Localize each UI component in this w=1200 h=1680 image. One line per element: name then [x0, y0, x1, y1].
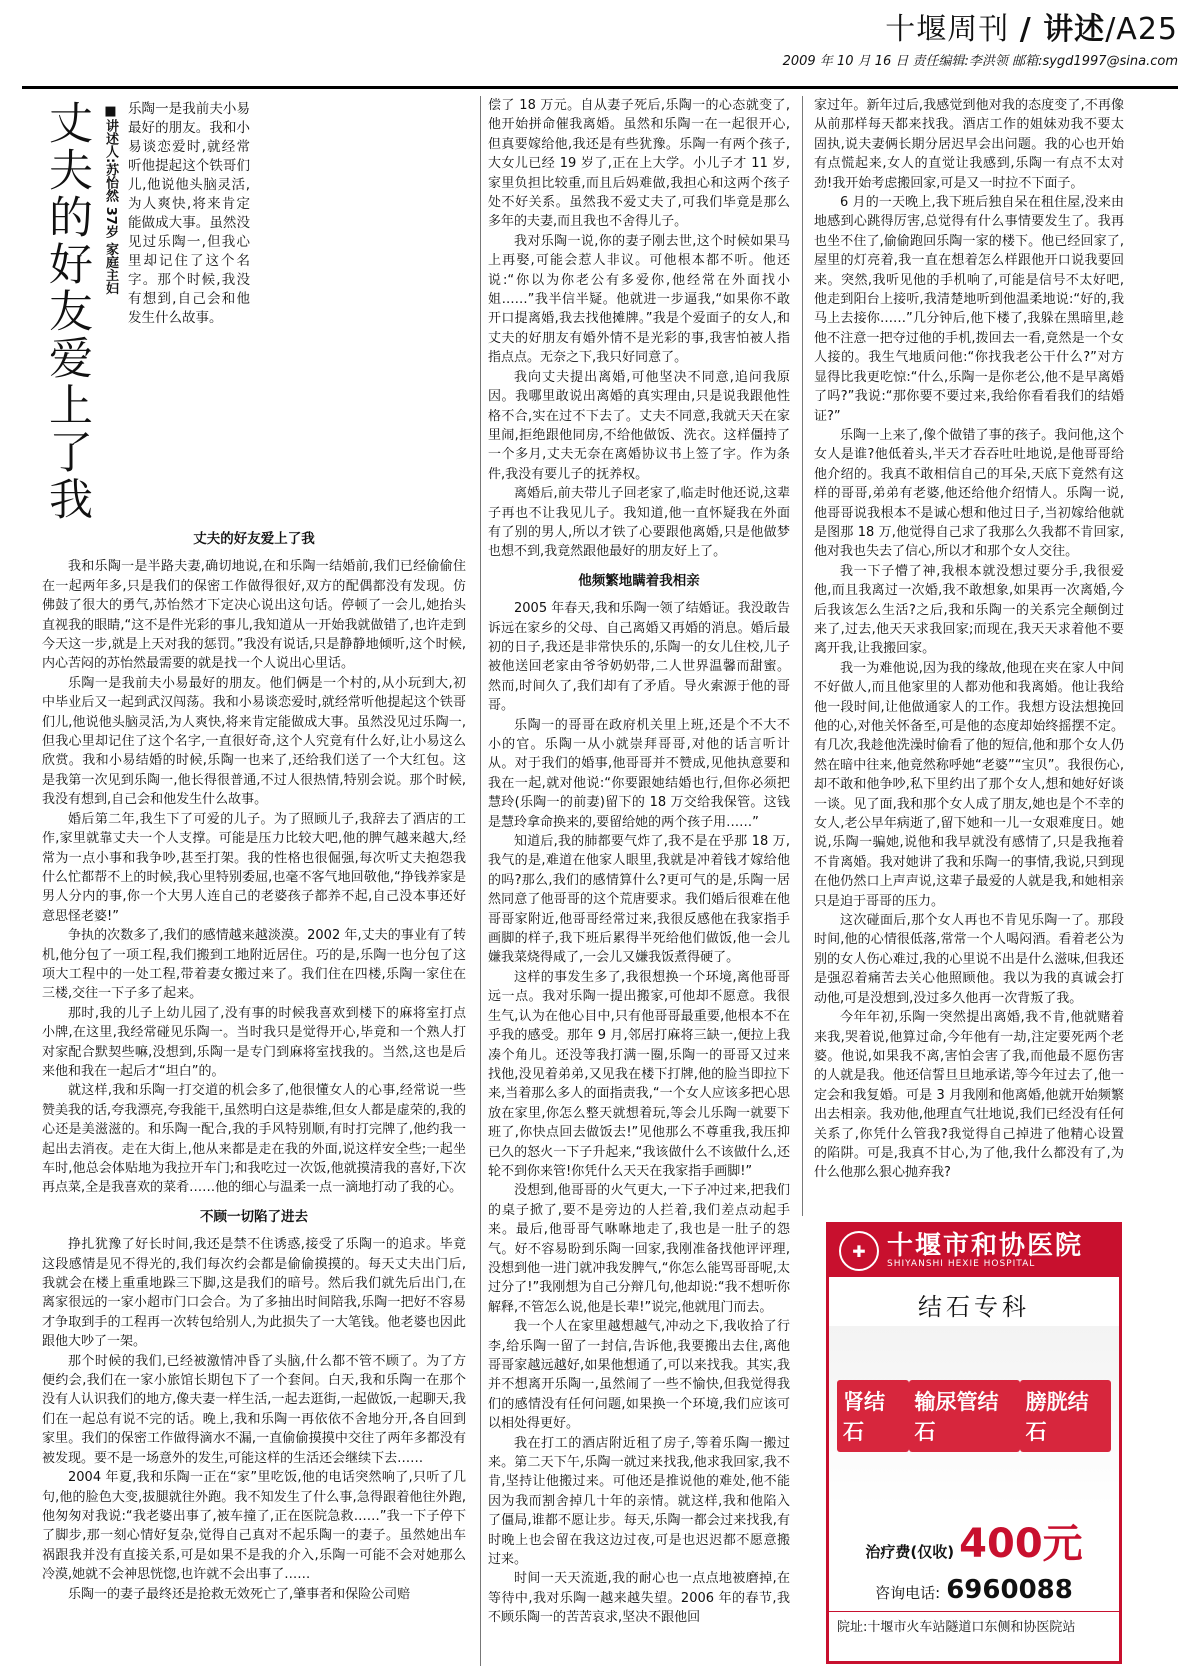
ad-address: 院址:十堰市火车站隧道口东侧和协医院站 — [829, 1611, 1119, 1639]
paper-name: 十堰周刊 — [885, 12, 1010, 47]
paragraph: 我向丈夫提出离婚,可他坚决不同意,追问我原因。我哪里敢说出离婚的真实理由,只是说我跟他性格不合,实在过不下去了。丈夫不同意,我就天天在家里闹,拒绝跟他同房,不给他做饭、洗衣。这样僵持了一个多月,丈夫无奈在离婚协议书上签了字。作为条件,我没有要儿子的抚养权。 — [488, 369, 790, 482]
paragraph: 知道后,我的肺都要气炸了,我不是在乎那 18 万,我气的是,难道在他家人眼里,我就是冲着钱才嫁给他的吗?那么,我们的感情算什么?更可气的是,乐陶一居然同意了他哥哥的这个荒唐要求。我们婚后很难在他哥哥家附近,他哥哥经常过来,我很反感他在我家指手画脚的样子,我下班后累得半死给他们做饭,他一会儿嫌我菜烧得咸了,一会儿又嫌我饭煮得硬了。 — [488, 834, 790, 966]
paragraph: 乐陶一上来了,像个做错了事的孩子。我问他,这个女人是谁?他低着头,半天才吞吞吐吐地说,是他哥哥给他介绍的。我真不敢相信自己的耳朵,天底下竟然有这样的哥哥,弟弟有老婆,他还给他介绍情人。乐陶一说,他哥哥说我根本不是诚心想和他过日子,当初嫁给他就是图那 18 万,他觉得自己求了我那么久我都不肯回家,他对我也失去了信心,所以才和那个女人交往。 — [814, 427, 1124, 560]
paragraph: 家过年。新年过后,我感觉到他对我的态度变了,不再像从前那样每天都来找我。酒店工作的姐妹劝我不要太固执,说夫妻俩长期分居迟早会出问题。我的心也开始有点慌起来,女人的直觉让我感到,乐陶一有点不太对劲!我开始考虑搬回家,可是又一时拉不下面子。 — [814, 98, 1124, 191]
paragraph: 我一为难他说,因为我的缘故,他现在夹在家人中间不好做人,而且他家里的人都劝他和我离婚。他让我给他一段时间,让他做通家人的工作。我想方设法想挽回他的心,对他关怀备至,可是他的态度却始终摇摆不定。有几次,我趁他洗澡时偷看了他的短信,他和那个女人仍然在暗中往来,他竟然称呼她“老婆”“宝贝”。我很伤心,却不敢和他争吵,私下里约出了那个女人,想和她好好谈一谈。见了面,我和那个女人成了朋友,她也是个不幸的女人,老公早年病逝了,留下她和一儿一女艰难度日。她说,乐陶一骗她,说他和我早就没有感情了,只是我拖着不肯离婚。我对她讲了我和乐陶一的事情,我说,只到现在他仍然口上声声说,这辈子最爱的人就是我,和她相亲只是迫于哥哥的压力。 — [814, 660, 1124, 909]
ad-item: 肾结石 — [837, 1380, 909, 1452]
paragraph: 就这样,我和乐陶一打交道的机会多了,他很懂女人的心事,经常说一些赞美我的话,夸我漂亮,夸我能干,虽然明白这是恭维,但女人都是虚荣的,我的心还是美滋滋的。和乐陶一配合,我的手风特别顺,有时打完牌了,他约我一起出去消夜。走在大街上,他从来都是走在我的外面,说这样安全些;一起坐车时,他总会体贴地为我拉开车门;和我吃过一次饭,他就摸清我的喜好,下次再点菜,全是我喜欢的菜肴……他的细心与温柔一点一滴地打动了我的心。 — [42, 1083, 466, 1196]
section-name: 讲述 — [1043, 12, 1106, 47]
paragraph: 婚后第二年,我生下了可爱的儿子。为了照顾儿子,我辞去了酒店的工作,家里就靠丈夫一个人支撑。可能是压力比较大吧,他的脾气越来越大,经常为一点小事和我争吵,甚至打架。我的性格也很倔强,每次听丈夫抱怨我什么忙都帮不上的时候,我心里特别委屈,也毫不客气地回敬他,“挣钱养家是男人分内的事,你一个大男人连自己的老婆孩子都养不起,自己没本事还好意思怪老婆!” — [42, 811, 466, 924]
paragraph: 我对乐陶一说,你的妻子刚去世,这个时候如果马上再娶,可能会惹人非议。可他根本都不听。他还说:“你以为你老公有多爱你,他经常在外面找小姐……”我半信半疑。他就进一步逼我,“如果你不敢开口提离婚,我去找他摊牌。”我是个爱面子的女人,和丈夫的好朋友有婚外情不是光彩的事,我害怕被人指指点点。无奈之下,我只好同意了。 — [488, 233, 790, 366]
ad-header — [829, 1225, 1119, 1277]
paragraph: 乐陶一是我前夫小易最好的朋友。他们俩是一个村的,从小玩到大,初中毕业后又一起到武汉闯荡。我和小易谈恋爱时,就经常听他提起这个铁哥们儿,他说他头脑灵活,为人爽快,将来肯定能做成大事。虽然没见过乐陶一,但我心里却记住了这个名字,一直很好奇,这个人究竟有什么好,让小易这么欣赏。我和小易结婚的时候,乐陶一也来了,还给我们送了一个大红包。这是我第一次见到乐陶一,他长得很普通,不过人很热情,特别会说。那个时候,我没有想到,自己会和他发生什么故事。 — [42, 675, 466, 808]
byline: ■讲述人:苏怡然 37岁 家庭主妇 — [103, 104, 118, 295]
date-editor-line: 2009 年 10 月 16 日 责任编辑:李洪领 邮箱:sygd1997@sina.com — [782, 54, 1178, 69]
intro-text: 乐陶一是我前夫小易最好的朋友。我和小易谈恋爱时,就经常听他提起这个铁哥们儿,他说他头脑灵活,为人爽快,将来肯定能做成大事。虽然没见过乐陶一,但我心里却记住了这个名字。那个时候,我没有想到,自己会和他发生什么故事。 — [128, 101, 250, 326]
paragraph: 那时,我的儿子上幼儿园了,没有事的时候我喜欢到楼下的麻将室打点小牌,在这里,我经常碰见乐陶一。当时我只是觉得开心,毕竟和一个熟人打对家配合默契些嘛,没想到,乐陶一是专门到麻将室找我的。当然,这也是后来他和我在一起后才“坦白”的。 — [42, 1005, 466, 1079]
headline: 丈夫的好友爱上了我 — [41, 100, 92, 523]
phone-number: 6960088 — [946, 1575, 1073, 1605]
fee-value: 400元 — [959, 1521, 1083, 1567]
page-number: /A25 — [1105, 12, 1178, 47]
paragraph: 没想到,他哥哥的火气更大,一下子冲过来,把我们的桌子掀了,要不是旁边的人拦着,我们差点动起手来。最后,他哥哥气咻咻地走了,我也是一肚子的怨气。好不容易盼到乐陶一回家,我刚准备找他评评理,没想到他一进门就冲我发脾气,“你怎么能骂哥哥呢,太过分了!”我刚想为自己分辩几句,他却说:“我不想听你解释,不管怎么说,他是长辈!”说完,他就甩门而去。 — [488, 1183, 790, 1315]
paragraph: 争执的次数多了,我们的感情越来越淡漠。2002 年,丈夫的事业有了转机,他分包了一项工程,我们搬到工地附近居住。巧的是,乐陶一也分包了这项大工程中的一处工程,带着妻女搬过来了。我们住在四楼,乐陶一家住在三楼,交往一下子多了起来。 — [42, 928, 466, 1002]
paragraph: 乐陶一的妻子最终还是抢救无效死亡了,肇事者和保险公司赔 — [68, 1586, 411, 1602]
section-title: 丈夫的好友爱上了我 — [193, 531, 315, 547]
paragraph: 时间一天天流逝,我的耐心也一点点地被磨掉,在等待中,我对乐陶一越来越失望。2006 年的春节,我不顾乐陶一的苦苦哀求,坚决不跟他回 — [488, 1571, 790, 1626]
paragraph: 我一个人在家里越想越气,冲动之下,我收拾了行李,给乐陶一留了一封信,告诉他,我要搬出去住,离他哥哥家越远越好,如果他想通了,可以来找我。其实,我并不想离开乐陶一,虽然闹了一些不愉快,但我觉得我们的感情没有任何问题,如果换一个环境,我们应该可以相处得更好。 — [488, 1319, 790, 1432]
paragraph: 我一下子懵了神,我根本就没想过要分手,我很爱他,而且我离过一次婚,我不敢想象,如果再一次离婚,今后我该怎么生活?之后,我和乐陶一的关系完全颠倒过来了,过去,他天天求我回家;而现在,我天天求着他不要离开我,让我搬回家。 — [814, 563, 1124, 657]
paragraph: 离婚后,前夫带儿子回老家了,临走时他还说,这辈子再也不让我见儿子。我知道,他一直怀疑我在外面有了别的男人,所以才铁了心要跟他离婚,只是他做梦也想不到,我竟然跟他最好的朋友好上了。 — [488, 486, 790, 560]
paragraph: 那个时候的我们,已经被激情冲昏了头脑,什么都不管不顾了。为了方便约会,我们在一家小旅馆长期包下了一个套间。白天,我和乐陶一在那个没有人认识我们的地方,像夫妻一样生活,一起去逛街,一起做饭,一起聊天,我们在一起总有说不完的话。晚上,我和乐陶一再依依不舍地分开,各自回到家里。我们的保密工作做得滴水不漏,一直偷偷摸摸中交往了两年多都没有被发现。要不是一场意外的发生,可能这样的生活还会继续下去…… — [42, 1353, 466, 1466]
ad-phone — [829, 1575, 1119, 1605]
ad-item: 输尿管结石 — [909, 1380, 1020, 1452]
masthead-rule — [22, 86, 1178, 89]
masthead: 十堰周刊 / 讲述/A25 2009 年 10 月 16 日 责任编辑:李洪领 邮箱:sygd1997@sina.com — [782, 12, 1178, 69]
paragraph: 6 月的一天晚上,我下班后独自呆在租住屋,没来由地感到心跳得厉害,总觉得有什么事情要发生了。我再也坐不住了,偷偷跑回乐陶一家的楼下。他已经回家了,屋里的灯亮着,我一直在想着怎么样跟他开口说我要回来。突然,我听见他的手机响了,可能是信号不太好吧,他走到阳台上接听,我清楚地听到他温柔地说:“好的,我马上去接你……”几分钟后,他下楼了,我躲在黑暗里,趁他不注意一把夺过他的手机,拨回去一看,竟然是一个女人接的。我生气地质问他:“你找我老公干什么?”对方显得比我更吃惊:“什么,乐陶一是你老公,他不是早离婚了吗?”我说:“那你要不要过来,我给你看看我们的结婚证?” — [814, 195, 1124, 424]
column-3 — [814, 96, 1124, 1214]
section-title: 不顾一切陷了进去 — [200, 1208, 308, 1225]
hospital-ad — [826, 1222, 1122, 1664]
paragraph: 这次碰面后,那个女人再也不肯见乐陶一了。那段时间,他的心情很低落,常常一个人喝闷酒。看着老公为别的女人伤心难过,我的心里说不出是什么滋味,但我还是强忍着痛苦去关心他照顾他。我以为我的真诚会打动他,可是没想到,没过多久他再一次背叛了我。 — [814, 913, 1124, 1006]
hospital-name: 十堰市和协医院 — [887, 1231, 1084, 1261]
hospital-name-en: SHIYANSHI HEXIE HOSPITAL — [887, 1259, 1036, 1269]
paragraph: 偿了 18 万元。自从妻子死后,乐陶一的心态就变了,他开始拼命催我离婚。虽然和乐陶一在一起很开心,但真要嫁给他,我还是有些犹豫。乐陶一有两个孩子,大女儿已经 19 岁了,正在上大学。小儿子才 11 岁,家里负担比较重,而且后妈难做,我担心和这两个孩子处不好关系。虽然我不爱丈夫了,可我们毕竟是那么多年的夫妻,而且我也不舍得儿子。 — [488, 98, 790, 230]
paragraph: 挣扎犹豫了好长时间,我还是禁不住诱惑,接受了乐陶一的追求。毕竟这段感情是见不得光的,我们每次约会都是偷偷摸摸的。每天丈夫出门后,我就会在楼上重重地跺三下脚,这是我们的暗号。然后我们就先后出门,在离家很远的一家小超市门口会合。为了多抽出时间陪我,乐陶一把好不容易才争取到手的工程再一次转包给别人,为此损失了一大笔钱。他老婆也因此跟他大吵了一架。 — [42, 1237, 466, 1350]
ad-item: 膀胱结石 — [1020, 1380, 1111, 1452]
paragraph: 今年年初,乐陶一突然提出离婚,我不肯,他就赌着来我,哭着说,他算过命,今年他有一劫,注定要死两个老婆。他说,如果我不离,害怕会害了我,而他最不愿伤害的人就是我。他还信誓旦旦地承诺,等今年过去了,他一定会和我复婚。可是 3 月我刚和他离婚,他就开始频繁出去相亲。我劝他,他理直气壮地说,我们已经没有任何关系了,你凭什么管我?我觉得自己掉进了他精心设置的陷阱。可是,我真不甘心,为了他,我什么都没有了,为什么他那么狠心抛弃我? — [814, 1010, 1124, 1181]
paragraph: 我在打工的酒店附近租了房子,等着乐陶一搬过来。第二天下午,乐陶一就过来找我,他求我回家,我不肯,坚持让他搬过来。可他还是推说他的难处,他不能因为我而割舍掉几十年的亲情。就这样,我和他陷入了僵局,谁都不愿让步。每天,乐陶一都会过来找我,有时晚上也会留在我这边过夜,可是也迟迟都不愿意搬过来。 — [488, 1435, 790, 1568]
column-2 — [488, 96, 790, 1666]
section-title: 他频繁地瞒着我相亲 — [578, 572, 700, 589]
column-divider — [802, 96, 803, 1216]
paragraph: 2004 年夏,我和乐陶一正在“家”里吃饭,他的电话突然响了,只听了几句,他的脸色大变,拔腿就往外跑。我不知发生了什么事,急得跟着他往外跑,他匆匆对我说:“我老婆出事了,被车撞了,正在医院急救……”我一下子停下了脚步,那一刻心情好复杂,觉得自己真对不起乐陶一的妻子。虽然她出车祸跟我并没有直接关系,可是如果不是我的介入,乐陶一可能不会对她那么冷漠,她就不会神思恍惚,也许就不会出事了…… — [42, 1470, 466, 1583]
column-divider — [480, 96, 481, 1666]
paragraph: 2005 年春天,我和乐陶一领了结婚证。我没敢告诉远在家乡的父母、自己离婚又再婚的消息。婚后最初的日子,我还是非常快乐的,乐陶一的女儿住校,儿子被他送回老家由爷爷奶奶带,二人世界温馨而甜蜜。然而,时间久了,我们却有了矛盾。导火索源于他的哥哥。 — [488, 601, 790, 714]
paragraph: 我和乐陶一是半路夫妻,确切地说,在和乐陶一结婚前,我们已经偷偷住在一起两年多,只是我们的保密工作做得很好,双方的配偶都没有发现。仿佛鼓了很大的勇气,苏怡然才下定决心说出这句话。停顿了一会儿,她抬头直视我的眼睛,“这不是件光彩的事儿,我知道从一开始我就做错了,也许走到今天这一步,就是上天对我的惩罚。”我没有说话,只是静静地倾听,这个时候,内心苦闷的苏怡然最需要的就是找一个人说出心里话。 — [42, 559, 466, 672]
ad-specialty: 结石专科 — [918, 1293, 1030, 1321]
hospital-logo-icon: ✚ — [839, 1231, 879, 1271]
paragraph: 乐陶一的哥哥在政府机关里上班,还是个不大不小的官。乐陶一从小就崇拜哥哥,对他的话言听计从。对于我们的婚事,他哥哥并不赞成,见他执意要和我在一起,就对他说:“你要跟她结婚也行,但你必须把慧玲(乐陶一的前妻)留下的 18 万交给我保管。这钱是慧玲拿命换来的,要留给她的两个孩子用……” — [488, 717, 790, 830]
phone-label: 咨询电话: — [875, 1584, 941, 1602]
ad-items — [829, 1326, 1119, 1506]
column-1 — [42, 520, 466, 1666]
fee-label: 治疗费(仅收) — [865, 1543, 955, 1561]
ad-fee — [829, 1512, 1119, 1569]
paragraph: 这样的事发生多了,我很想换一个环境,离他哥哥远一点。我对乐陶一提出搬家,可他却不愿意。我很生气,认为在他心目中,只有他哥哥最重要,他根本不在乎我的感受。那年 9 月,邻居打麻将三缺一,便拉上我凑个角儿。还没等我打满一圈,乐陶一的哥哥又过来找他,没见着弟弟,又见我在楼下打牌,他的脸当即拉下来,当着那么多人的面指责我,“一个女人应该多把心思放在家里,你怎么整天就想着玩,等会儿乐陶一就要下班了,你快点回去做饭去!”见他那么不尊重我,我压抑已久的怒火一下子升起来,“我该做什么不该做什么,还轮不到你来管!你凭什么天天在我家指手画脚!” — [488, 969, 790, 1179]
